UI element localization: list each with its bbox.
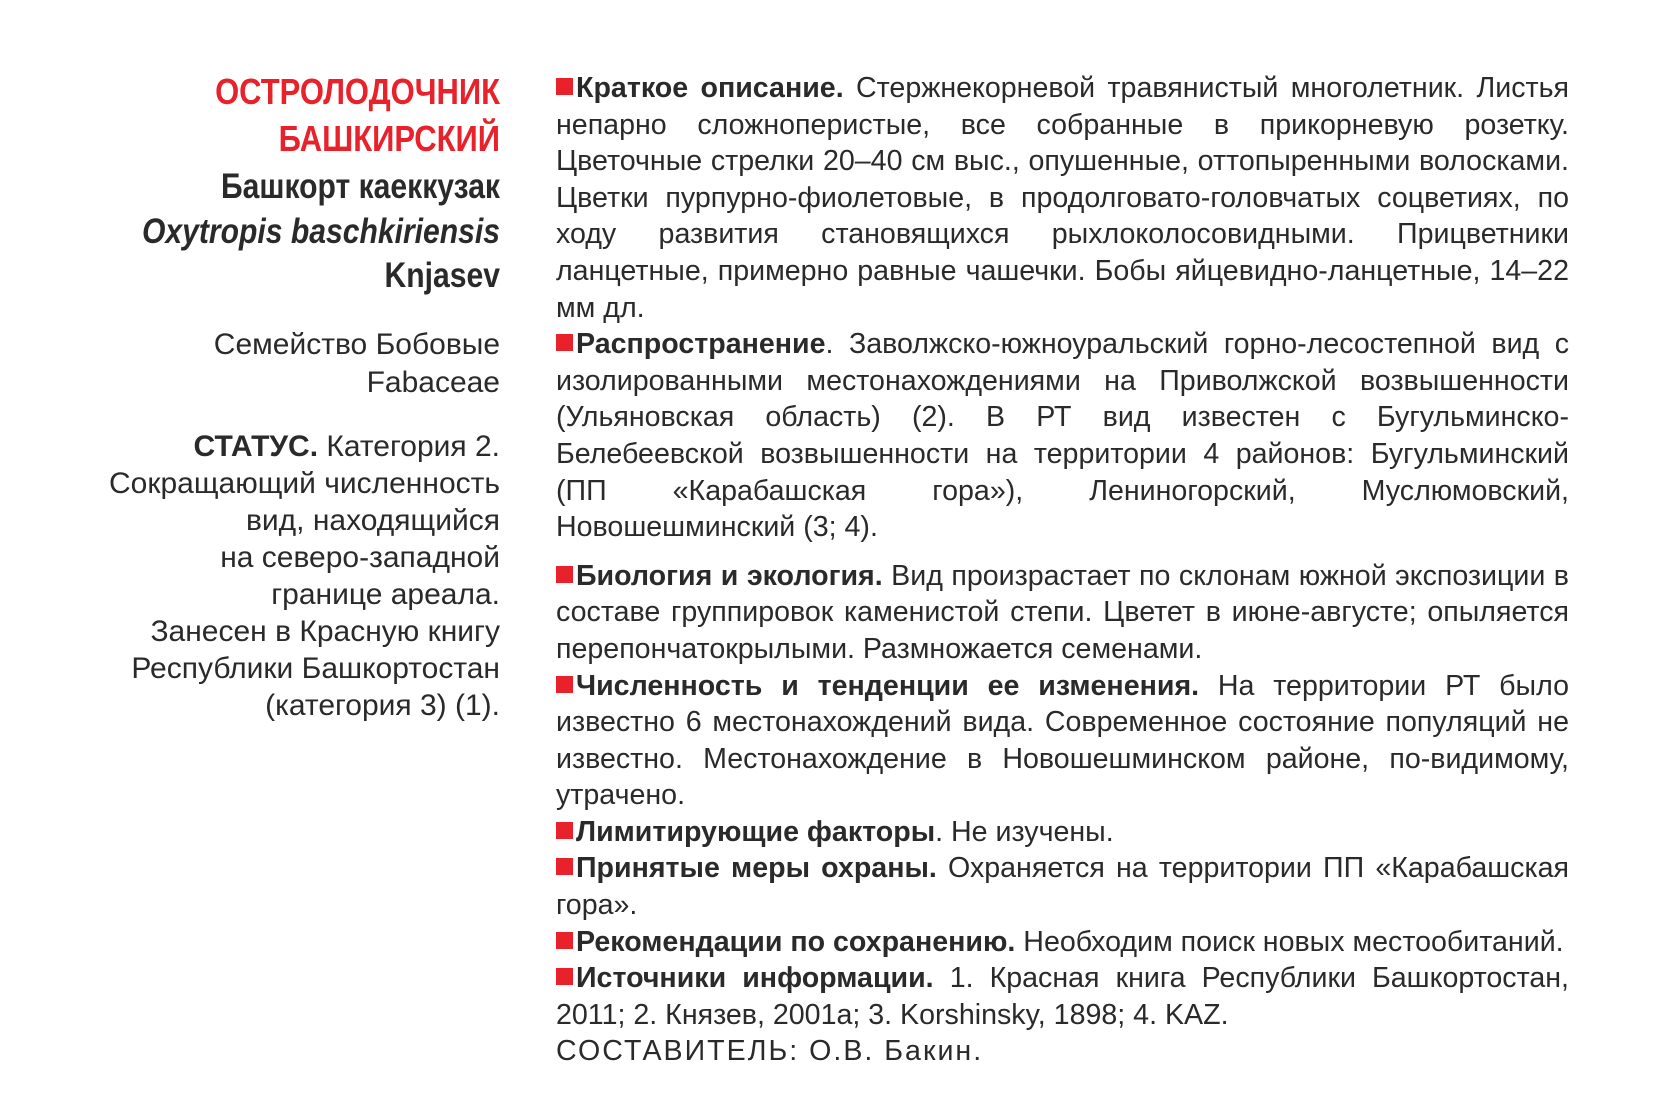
- section-heading: Источники информации.: [576, 962, 934, 995]
- section-text: Стержнекорневой травянистый многолетник. Листья непарно сложноперистые, все собранные в прикорневую розетку. Цветочные стрелки 20–40 см выс., опушенные, оттопыренными волосками. Цветки пурпурно-фиолетовые, в продолговато-головчатых соцветиях, по ходу развития становящихся рыхлоколосовидными. Прицветники ланцетные, примерно равные чашечки. Бобы яйцевидно-ланцетные, 14–22 мм дл.: [556, 72, 1569, 324]
- section-distribution: [556, 326, 1569, 546]
- section-text: На территории РТ было известно 6 местонахождений вида. Современное состояние популяций не известно. Местонахождение в Новошешминском районе, по-видимому, утрачено.: [556, 669, 1569, 812]
- section-biology: [556, 558, 1569, 668]
- family-lat: Fabaceae: [366, 366, 500, 399]
- author-name: Knjasev: [384, 256, 500, 295]
- section-text: 1. Красная книга Республики Башкортостан, 2011; 2. Князев, 2001a; 3. Korshinsky, 1898; 4. KAZ.: [556, 962, 1570, 1031]
- section-recommendations: [556, 924, 1569, 961]
- status-category: Категория 2.: [318, 430, 500, 463]
- section-heading: Биология и экология.: [576, 559, 883, 592]
- red-square-icon: [556, 968, 573, 985]
- status-line: Республики Башкортостан: [131, 652, 500, 685]
- section-heading: Рекомендации по сохранению.: [576, 925, 1016, 958]
- section-text: Охраняется на территории ПП «Карабашская гора».: [556, 852, 1569, 922]
- section-heading: Принятые меры охраны.: [576, 852, 937, 885]
- status-label: СТАТУС.: [193, 430, 319, 463]
- red-square-icon: [556, 676, 573, 693]
- red-square-icon: [556, 78, 573, 95]
- status-line: вид, находящийся: [245, 504, 500, 537]
- section-text: . Заволжско-южноуральский горно-лесостепной вид с изолированными местонахождениями на Приволжской возвышенности (Ульяновская область) (2). В РТ вид известен с Бугульминско-Белебеевской возвышенности на территории 4 районов: Бугульминский (ПП «Карабашская гора»), Лениногорский, Муслюмовский, Новошешминский (3; 4).: [556, 328, 1569, 544]
- section-text: Необходим поиск новых местообитаний.: [1015, 925, 1564, 958]
- status-line: границе ареала.: [271, 578, 500, 611]
- status-block: [50, 428, 500, 724]
- red-square-icon: [556, 822, 573, 839]
- red-square-icon: [556, 858, 573, 875]
- section-text: . Не изучены.: [935, 815, 1114, 848]
- status-line: Сокращающий численность: [108, 467, 500, 500]
- status-description: [50, 465, 500, 724]
- status-line: на северо-западной: [220, 541, 500, 574]
- section-text: Вид произрастает по склонам южной экспозиции в составе группировок каменистой степи. Цветет в июне-августе; опыляется перепончатокрылыми. Размножается семенами.: [556, 559, 1569, 665]
- family-block: [50, 326, 500, 402]
- tatar-name: Башкорт каеккузак: [220, 167, 500, 206]
- species-title-line2: БАШКИРСКИЙ: [278, 118, 500, 159]
- latin-name: Oxytropis baschkiriensis: [141, 212, 500, 251]
- species-header: [50, 68, 500, 724]
- section-heading: Краткое описание.: [576, 72, 844, 104]
- red-square-icon: [556, 334, 573, 351]
- red-square-icon: [556, 566, 573, 583]
- section-heading: Численность и тенденции ее изменения.: [576, 669, 1200, 702]
- compiler-line: СОСТАВИТЕЛЬ: О.В. Бакин.: [556, 1035, 984, 1068]
- section-protection: [556, 850, 1569, 923]
- section-abundance: [556, 668, 1569, 814]
- status-line: Занесен в Красную книгу: [150, 615, 500, 648]
- family-ru: Семейство Бобовые: [213, 328, 500, 361]
- species-description: [556, 70, 1569, 1070]
- section-heading: Лимитирующие факторы: [576, 815, 936, 848]
- section-sources: [556, 960, 1569, 1033]
- section-limiting-factors: [556, 814, 1569, 851]
- red-square-icon: [556, 932, 573, 949]
- status-line: (категория 3) (1).: [265, 689, 500, 722]
- species-title-line1: ОСТРОЛОДОЧНИК: [215, 71, 500, 112]
- section-heading: Распространение: [576, 328, 826, 361]
- section-description: [556, 70, 1569, 326]
